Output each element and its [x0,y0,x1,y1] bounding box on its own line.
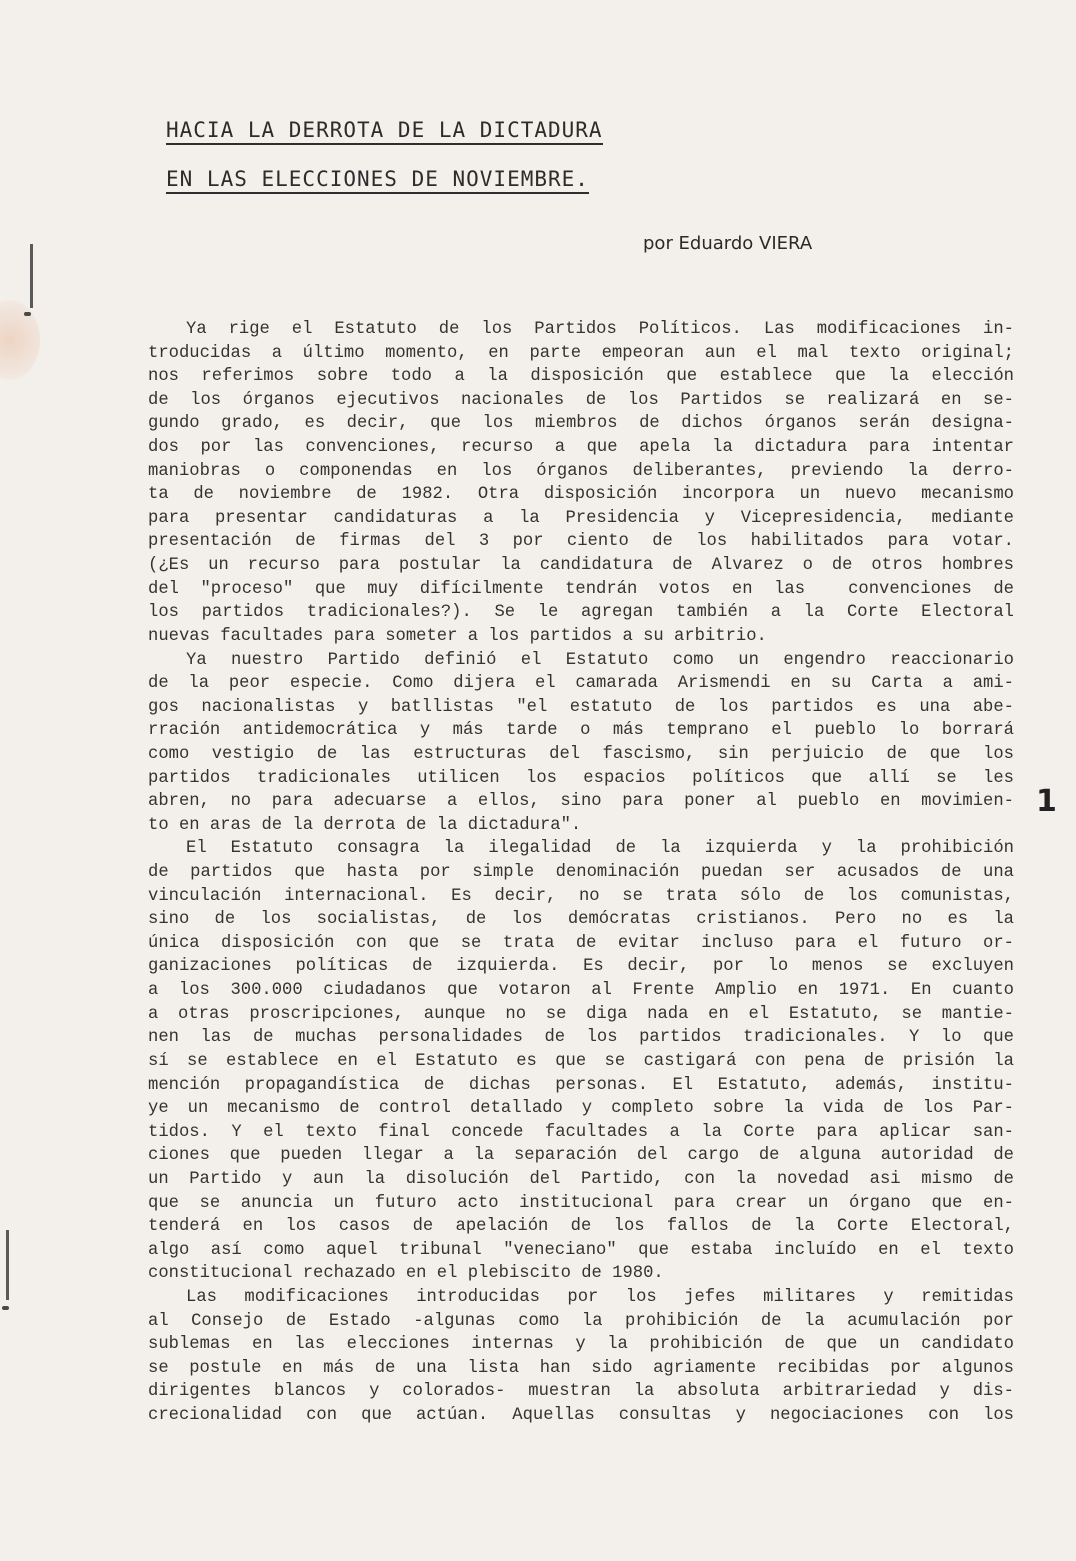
text-line: sublemas en las elecciones internas y la prohibición de que un candidato [148,1335,1014,1355]
text-line: un Partido y aun la disolución del Partido, con la novedad asi mismo de [148,1169,1014,1189]
text-line: del "proceso" que muy difícilmente tendrán votos en las convenciones de [148,579,1014,599]
text-line: presentación de firmas del 3 por ciento de los habilitados para votar. [148,532,1014,552]
text-line: para presentar candidaturas a la Presidencia y Vicepresidencia, mediante [148,508,1014,528]
text-line: Ya rige el Estatuto de los Partidos Políticos. Las modificaciones in- [186,320,1014,339]
text-line: se postule en más de una lista han sido agriamente recibidas por algunos [148,1358,1014,1378]
text-line: nen las de muchas personalidades de los partidos tradicionales. Y lo que [148,1028,1014,1048]
text-line: El Estatuto consagra la ilegalidad de la izquierda y la prohibición [186,839,1014,859]
text-line: constitucional rechazado en el plebiscito de 1980. [148,1264,664,1284]
title-line-2: EN LAS ELECCIONES DE NOVIEMBRE. [166,167,589,194]
text-line: a otras proscripciones, aunque no se diga nada en el Estatuto, se mantie- [148,1004,1014,1024]
text-line: (¿Es un recurso para postular la candidatura de Alvarez o de otros hombres [148,556,1014,576]
text-line: tenderá en los casos de apelación de los fallos de la Corte Electoral, [148,1217,1014,1237]
text-line: nos referimos sobre todo a la disposición que establece que la elección [148,367,1014,387]
paper-stain [0,300,40,380]
punch-hole-mark-top [30,244,33,308]
text-line: a los 300.000 ciudadanos que votaron al Frente Amplio en 1971. En cuanto [148,981,1014,1001]
author-byline: por Eduardo VIERA [643,233,813,254]
binding-mark-top [24,312,31,316]
text-line: ye un mecanismo de control detallado y completo sobre la vida de los Par- [148,1099,1014,1119]
binding-mark-bottom [2,1306,9,1310]
title-line-1: HACIA LA DERROTA DE LA DICTADURA [166,118,603,145]
text-line: de la peor especie. Como dijera el camarada Arismendi en su Carta a ami- [148,674,1014,694]
text-line: troducidas a último momento, en parte empeoran aun el mal texto original; [148,343,1014,363]
punch-hole-mark-bottom [6,1230,9,1300]
text-line: al Consejo de Estado -algunas como la prohibición de la acumulación por [148,1311,1014,1331]
text-line: de los órganos ejecutivos nacionales de los Partidos se realizará en se- [148,390,1014,410]
text-line: vinculación internacional. Es decir, no se trata sólo de los comunistas, [148,886,1014,906]
text-line: gundo grado, es decir, que los miembros de dichos órganos serán designa- [148,414,1014,434]
text-line: maniobras o componendas en los órganos deliberantes, previendo la derro- [148,461,1014,481]
body-text [148,318,1028,1428]
text-line: Ya nuestro Partido definió el Estatuto como un engendro reaccionario [186,650,1014,670]
text-line: tidos. Y el texto final concede facultades a la Corte para aplicar san- [148,1122,1014,1142]
text-line: de partidos que hasta por simple denominación puedan ser acusados de una [148,863,1014,883]
text-line: rración antidemocrática y más tarde o más temprano el pueblo lo borrará [148,721,1014,741]
text-line: crecionalidad con que actúan. Aquellas consultas y negociaciones con los [148,1406,1014,1426]
text-line: los partidos tradicionales?). Se le agregan también a la Corte Electoral [148,603,1014,623]
text-line: partidos tradicionales utilicen los espacios políticos que allí se les [148,768,1014,788]
text-line: algo así como aquel tribunal "veneciano" que estaba incluído en el texto [148,1240,1014,1260]
text-line: que se anuncia un futuro acto institucional para crear un órgano que en- [148,1193,1014,1213]
text-line: sino de los socialistas, de los demócratas cristianos. Pero no es la [148,910,1014,930]
text-line: dirigentes blancos y colorados- muestran la absoluta arbitrariedad y dis- [148,1382,1014,1402]
text-line: nuevas facultades para someter a los partidos a su arbitrio. [148,626,767,646]
text-line: única disposición con que se trata de evitar incluso para el futuro or- [148,933,1014,953]
text-line: abren, no para adecuarse a ellos, sino para poner al pueblo en movimien- [148,792,1014,812]
text-line: dos por las convenciones, recurso a que apela la dictadura para intentar [148,438,1014,458]
text-line: ta de noviembre de 1982. Otra disposición incorpora un nuevo mecanismo [148,485,1014,505]
text-line: sí se establece en el Estatuto es que se castigará con pena de prisión la [148,1051,1014,1071]
text-line: ganizaciones políticas de izquierda. Es decir, por lo menos se excluyen [148,957,1014,977]
text-line: Las modificaciones introducidas por los jefes militares y remitidas [186,1287,1014,1307]
page-number: 1 [1036,784,1057,819]
text-line: como vestigio de las estructuras del fascismo, sin perjuicio de que los [148,744,1014,764]
text-line: mención propagandística de dichas personas. El Estatuto, además, institu- [148,1075,1014,1095]
text-line: gos nacionalistas y batllistas "el estatuto de los partidos es una abe- [148,697,1014,717]
text-line: ciones que pueden llegar a la separación del cargo de alguna autoridad de [148,1146,1014,1166]
text-line: to en aras de la derrota de la dictadura". [148,815,582,835]
